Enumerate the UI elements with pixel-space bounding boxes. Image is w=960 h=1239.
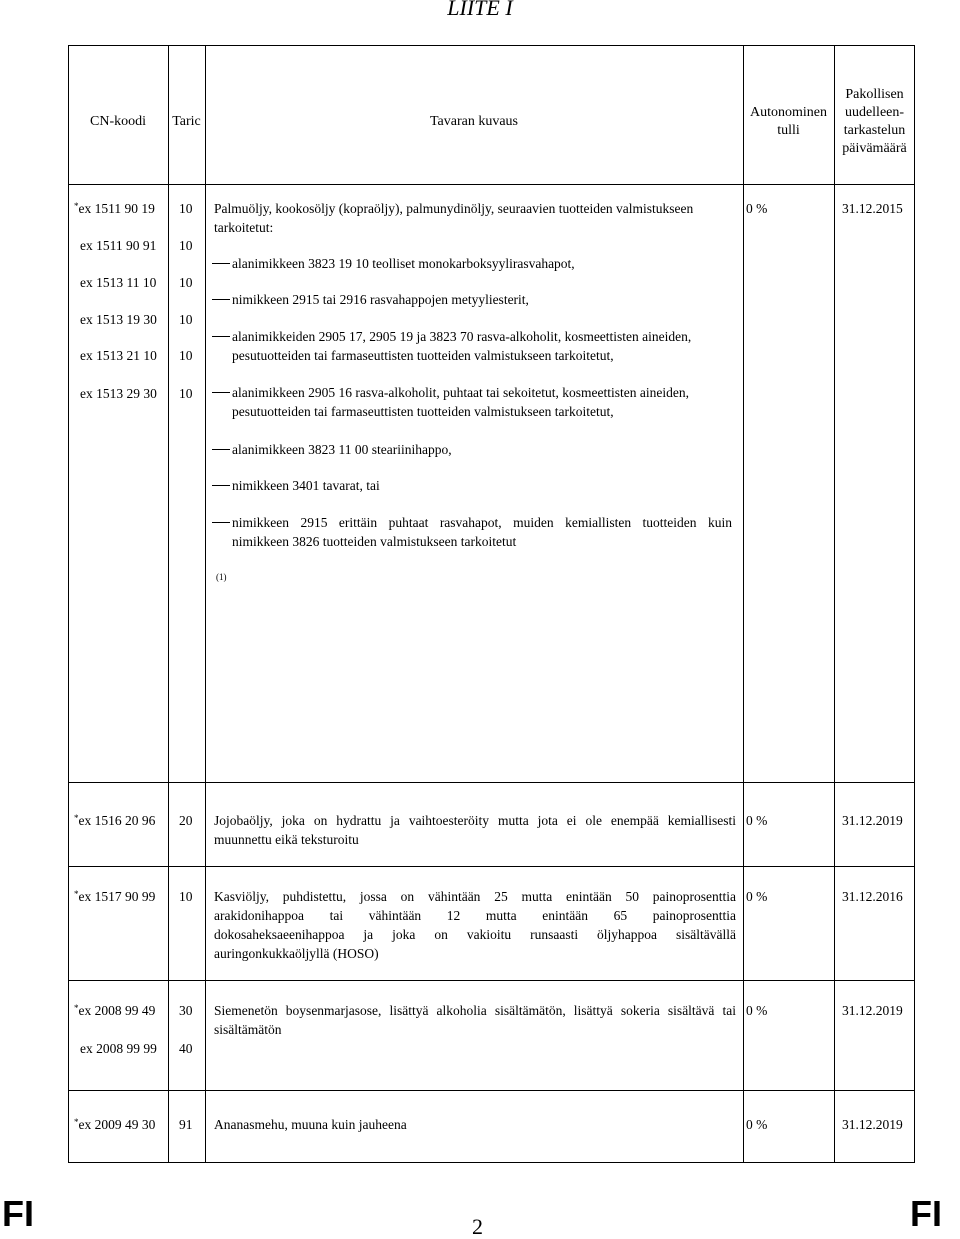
- cn-code: *ex 1511 90 19: [74, 201, 155, 216]
- taric-code: 91: [179, 1117, 193, 1132]
- item-text: alanimikkeen 3823 11 00 steariinihappo,: [232, 442, 452, 457]
- tulli-rate: 0 %: [746, 1003, 768, 1018]
- tulli-rate: 0 %: [746, 813, 768, 828]
- row-divider: [68, 980, 915, 981]
- tulli-rate: 0 %: [746, 889, 768, 904]
- row-divider: [68, 1090, 915, 1091]
- item-text: alanimikkeen 3823 19 10 teolliset monokarboksyylirasvahapot,: [232, 256, 575, 271]
- review-date: 31.12.2019: [842, 1003, 903, 1018]
- description: Jojobaöljy, joka on hydrattu ja vaihtoesteröity mutta jota ei ole enempää kemiallisesti muunnettu eikä teksturoitu: [214, 813, 736, 847]
- header-description: Tavaran kuvaus: [429, 114, 519, 129]
- page-title: LIITE I: [447, 0, 513, 20]
- col-divider: [834, 45, 835, 1163]
- taric-code: 10: [179, 238, 193, 253]
- tulli-rate: 0 %: [746, 201, 768, 216]
- cn-code: *ex 1516 20 96: [74, 813, 156, 828]
- col-divider: [743, 45, 744, 1163]
- taric-code: 30: [179, 1003, 193, 1018]
- col-divider: [205, 45, 206, 1163]
- review-date: 31.12.2019: [842, 813, 903, 828]
- taric-code: 10: [179, 275, 193, 290]
- dash-marker: [212, 485, 230, 486]
- cn-code: ex 1511 90 91: [80, 238, 157, 253]
- dash-marker: [212, 522, 230, 523]
- dash-marker: [212, 299, 230, 300]
- taric-code: 10: [179, 201, 193, 216]
- item-text: nimikkeen 2915 erittäin puhtaat rasvahapot, muiden kemiallisten tuotteiden kuin nimikkeen 3826 tuotteiden valmistukseen tarkoitetut: [232, 515, 732, 549]
- taric-code: 10: [179, 312, 193, 327]
- cn-code: ex 1513 19 30: [80, 312, 157, 327]
- item-text: nimikkeen 2915 tai 2916 rasvahappojen metyyliesterit,: [232, 292, 529, 307]
- header-tulli: Autonominen tulli: [750, 105, 827, 138]
- row-divider: [68, 782, 915, 783]
- cn-code: ex 1513 29 30: [80, 386, 157, 401]
- cn-code: *ex 1517 90 99: [74, 889, 156, 904]
- taric-code: 10: [179, 889, 193, 904]
- taric-code: 10: [179, 386, 193, 401]
- dash-marker: [212, 336, 230, 337]
- cn-code: ex 2008 99 99: [80, 1041, 157, 1056]
- taric-code: 10: [179, 348, 193, 363]
- item-text: alanimikkeen 2905 16 rasva-alkoholit, puhtaat tai sekoitetut, kosmeettisten aineiden, pesutuotteiden tai farmaseuttisten tuotteiden valmistukseen tarkoitetut,: [232, 385, 690, 419]
- dash-marker: [212, 449, 230, 450]
- header-taric: Taric: [172, 114, 201, 129]
- footnote-ref: (1): [216, 572, 227, 582]
- header-divider: [68, 184, 915, 185]
- footer-language-right: FI: [910, 1193, 942, 1234]
- cn-code: *ex 2008 99 49: [74, 1003, 156, 1018]
- description: Ananasmehu, muuna kuin jauheena: [214, 1117, 407, 1132]
- dash-marker: [212, 392, 230, 393]
- col-divider: [168, 45, 169, 1163]
- dash-marker: [212, 263, 230, 264]
- taric-code: 40: [179, 1041, 193, 1056]
- review-date: 31.12.2015: [842, 201, 903, 216]
- header-cn: CN-koodi: [90, 114, 146, 129]
- taric-code: 20: [179, 813, 193, 828]
- cn-code: ex 1513 11 10: [80, 275, 157, 290]
- cn-code: *ex 2009 49 30: [74, 1117, 156, 1132]
- footer-language-left: FI: [2, 1193, 34, 1234]
- description: Siemenetön boysenmarjasose, lisättyä alkoholia sisältämätön, lisättyä sokeria sisältävä tai sisältämätön: [214, 1003, 736, 1037]
- cn-code: ex 1513 21 10: [80, 348, 157, 363]
- page-number: 2: [472, 1214, 483, 1239]
- description-intro: Palmuöljy, kookosöljy (kopraöljy), palmunydinöljy, seuraavien tuotteiden valmistukseen tarkoitetut:: [214, 201, 694, 235]
- description: Kasviöljy, puhdistettu, jossa on vähintään 25 mutta enintään 50 painoprosenttia arakidonihappoa tai vähintään 12 mutta enintään 65 painoprosenttia dokosaheksaeenihappoa ja joka on vakioitu runsaasti öljyhappoa sisältävällä auringonkukkaöljyllä (HOSO): [214, 889, 736, 961]
- item-text: nimikkeen 3401 tavarat, tai: [232, 478, 380, 493]
- item-text: alanimikkeiden 2905 17, 2905 19 ja 3823 70 rasva-alkoholit, kosmeettisten aineiden, pesutuotteiden tai farmaseuttisten tuotteiden valmistukseen tarkoitetut,: [232, 329, 692, 363]
- tulli-rate: 0 %: [746, 1117, 768, 1132]
- row-divider: [68, 866, 915, 867]
- review-date: 31.12.2019: [842, 1117, 903, 1132]
- review-date: 31.12.2016: [842, 889, 903, 904]
- header-date: Pakollisen uudelleen- tarkastelun päivämäärä: [842, 87, 907, 156]
